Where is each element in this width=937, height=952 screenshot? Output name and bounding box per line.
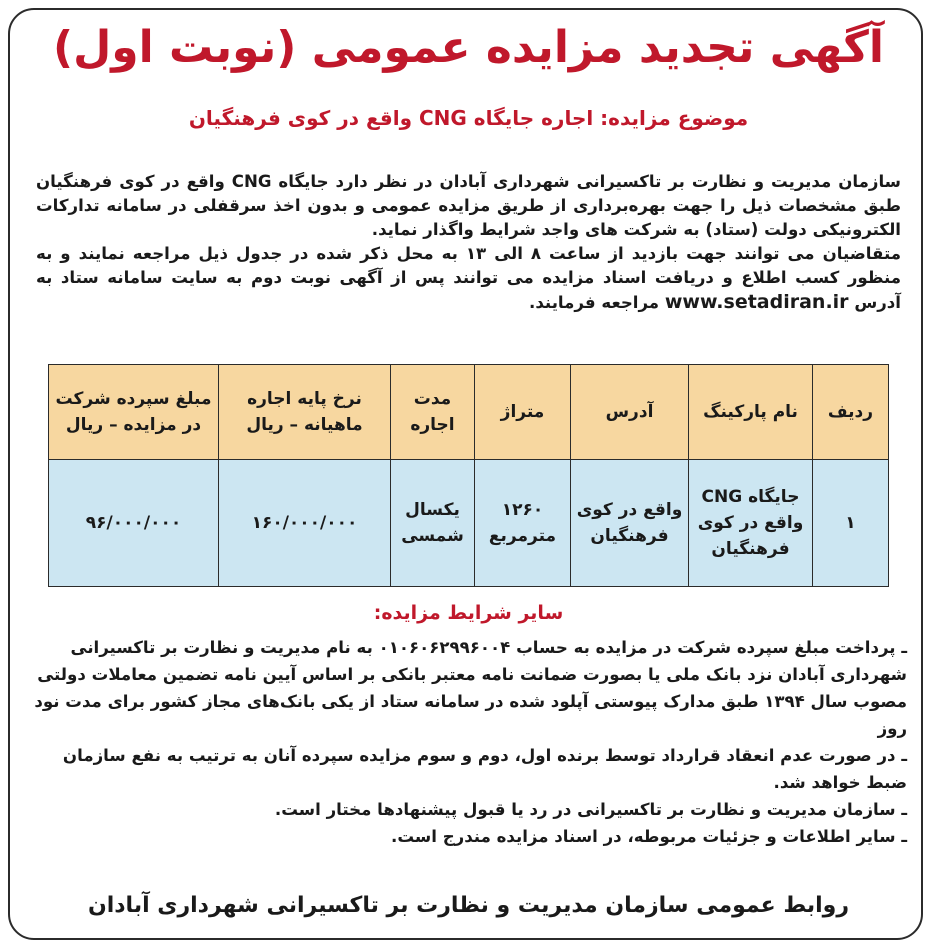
- header-area: متراژ: [475, 365, 571, 460]
- notice-title: آگهی تجدید مزایده عمومی (نوبت اول): [53, 22, 884, 73]
- cell-parking-name: جایگاه CNG واقع در کوی فرهنگیان: [689, 460, 813, 587]
- table-row: [49, 460, 889, 587]
- conditions-list: [30, 634, 907, 850]
- intro-paragraph-1: سازمان مدیریت و نظارت بر تاکسیرانی شهرداری آبادان در نظر دارد جایگاه CNG واقع در کوی فرهنگیان طبق مشخصات ذیل را جهت بهره‌برداری از طریق مزایده عمومی و بدون اخذ سرقفلی در سامانه تدارکات الکترونیکی دولت (ستاد) به شرکت های واجد شرایط واگذار نماید.: [36, 172, 901, 239]
- header-deposit: مبلغ سپرده شرکت در مزایده – ریال: [49, 365, 219, 460]
- header-duration: مدت اجاره: [391, 365, 475, 460]
- auction-subject: موضوع مزایده: اجاره جایگاه CNG واقع در کوی فرهنگیان: [188, 106, 749, 130]
- condition-item: ـ سازمان مدیریت و نظارت بر تاکسیرانی در رد یا قبول پیشنهادها مختار است.: [274, 800, 907, 819]
- table-header-row: [49, 365, 889, 460]
- intro-paragraph-2: [36, 242, 901, 315]
- cell-address: واقع در کوی فرهنگیان: [571, 460, 689, 587]
- header-address: آدرس: [571, 365, 689, 460]
- cell-area: ۱۲۶۰ مترمربع: [475, 460, 571, 587]
- cell-deposit: ۹۶/۰۰۰/۰۰۰: [49, 460, 219, 587]
- cell-base-rate: ۱۶۰/۰۰۰/۰۰۰: [219, 460, 391, 587]
- header-base-rate: نرخ پایه اجاره ماهیانه – ریال: [219, 365, 391, 460]
- header-row-number: ردیف: [813, 365, 889, 460]
- public-relations-signature: روابط عمومی سازمان مدیریت و نظارت بر تاکسیرانی شهرداری آبادان: [87, 893, 850, 918]
- cell-row-number: ۱: [813, 460, 889, 587]
- cell-duration: یکسال شمسی: [391, 460, 475, 587]
- condition-item: ـ در صورت عدم انعقاد قرارداد توسط برنده اول، دوم و سوم مزایده سپرده آنان به ترتیب به نفع سازمان ضبط خواهد شد.: [62, 746, 907, 792]
- conditions-title: سایر شرایط مزایده:: [373, 602, 564, 624]
- intro-paragraph-2-end: مراجعه فرمایند.: [529, 293, 660, 312]
- header-parking-name: نام پارکینگ: [689, 365, 813, 460]
- website-link[interactable]: www.setadiran.ir: [664, 291, 849, 313]
- condition-item: ـ سایر اطلاعات و جزئیات مربوطه، در اسناد مزایده مندرج است.: [391, 827, 907, 846]
- intro-paragraph-2-text: متقاضیان می توانند جهت بازدید از ساعت ۸ الی ۱۳ به محل ذکر شده در جدول ذیل مراجعه نمایند و به منظور کسب اطلاع و دریافت اسناد مزایده می توانند پس از آگهی نوبت دوم به سایت سامانه ستاد به آدرس: [36, 244, 901, 312]
- auction-table: [48, 364, 889, 587]
- condition-item: ـ پرداخت مبلغ سپرده شرکت در مزایده به حساب ۰۱۰۶۰۶۲۹۹۶۰۰۴ به نام مدیریت و نظارت بر تاکسیرانی شهرداری آبادان نزد بانک ملی یا بصورت ضمانت نامه معتبر بانکی بر اساس آیین نامه تضمین معاملات دولتی مصوب سال ۱۳۹۴ طبق مدارک پیوستی آپلود شده در سامانه ستاد از یکی بانک‌های مجاز کشور برای مدت نود روز: [34, 638, 907, 738]
- intro-text: [36, 170, 901, 315]
